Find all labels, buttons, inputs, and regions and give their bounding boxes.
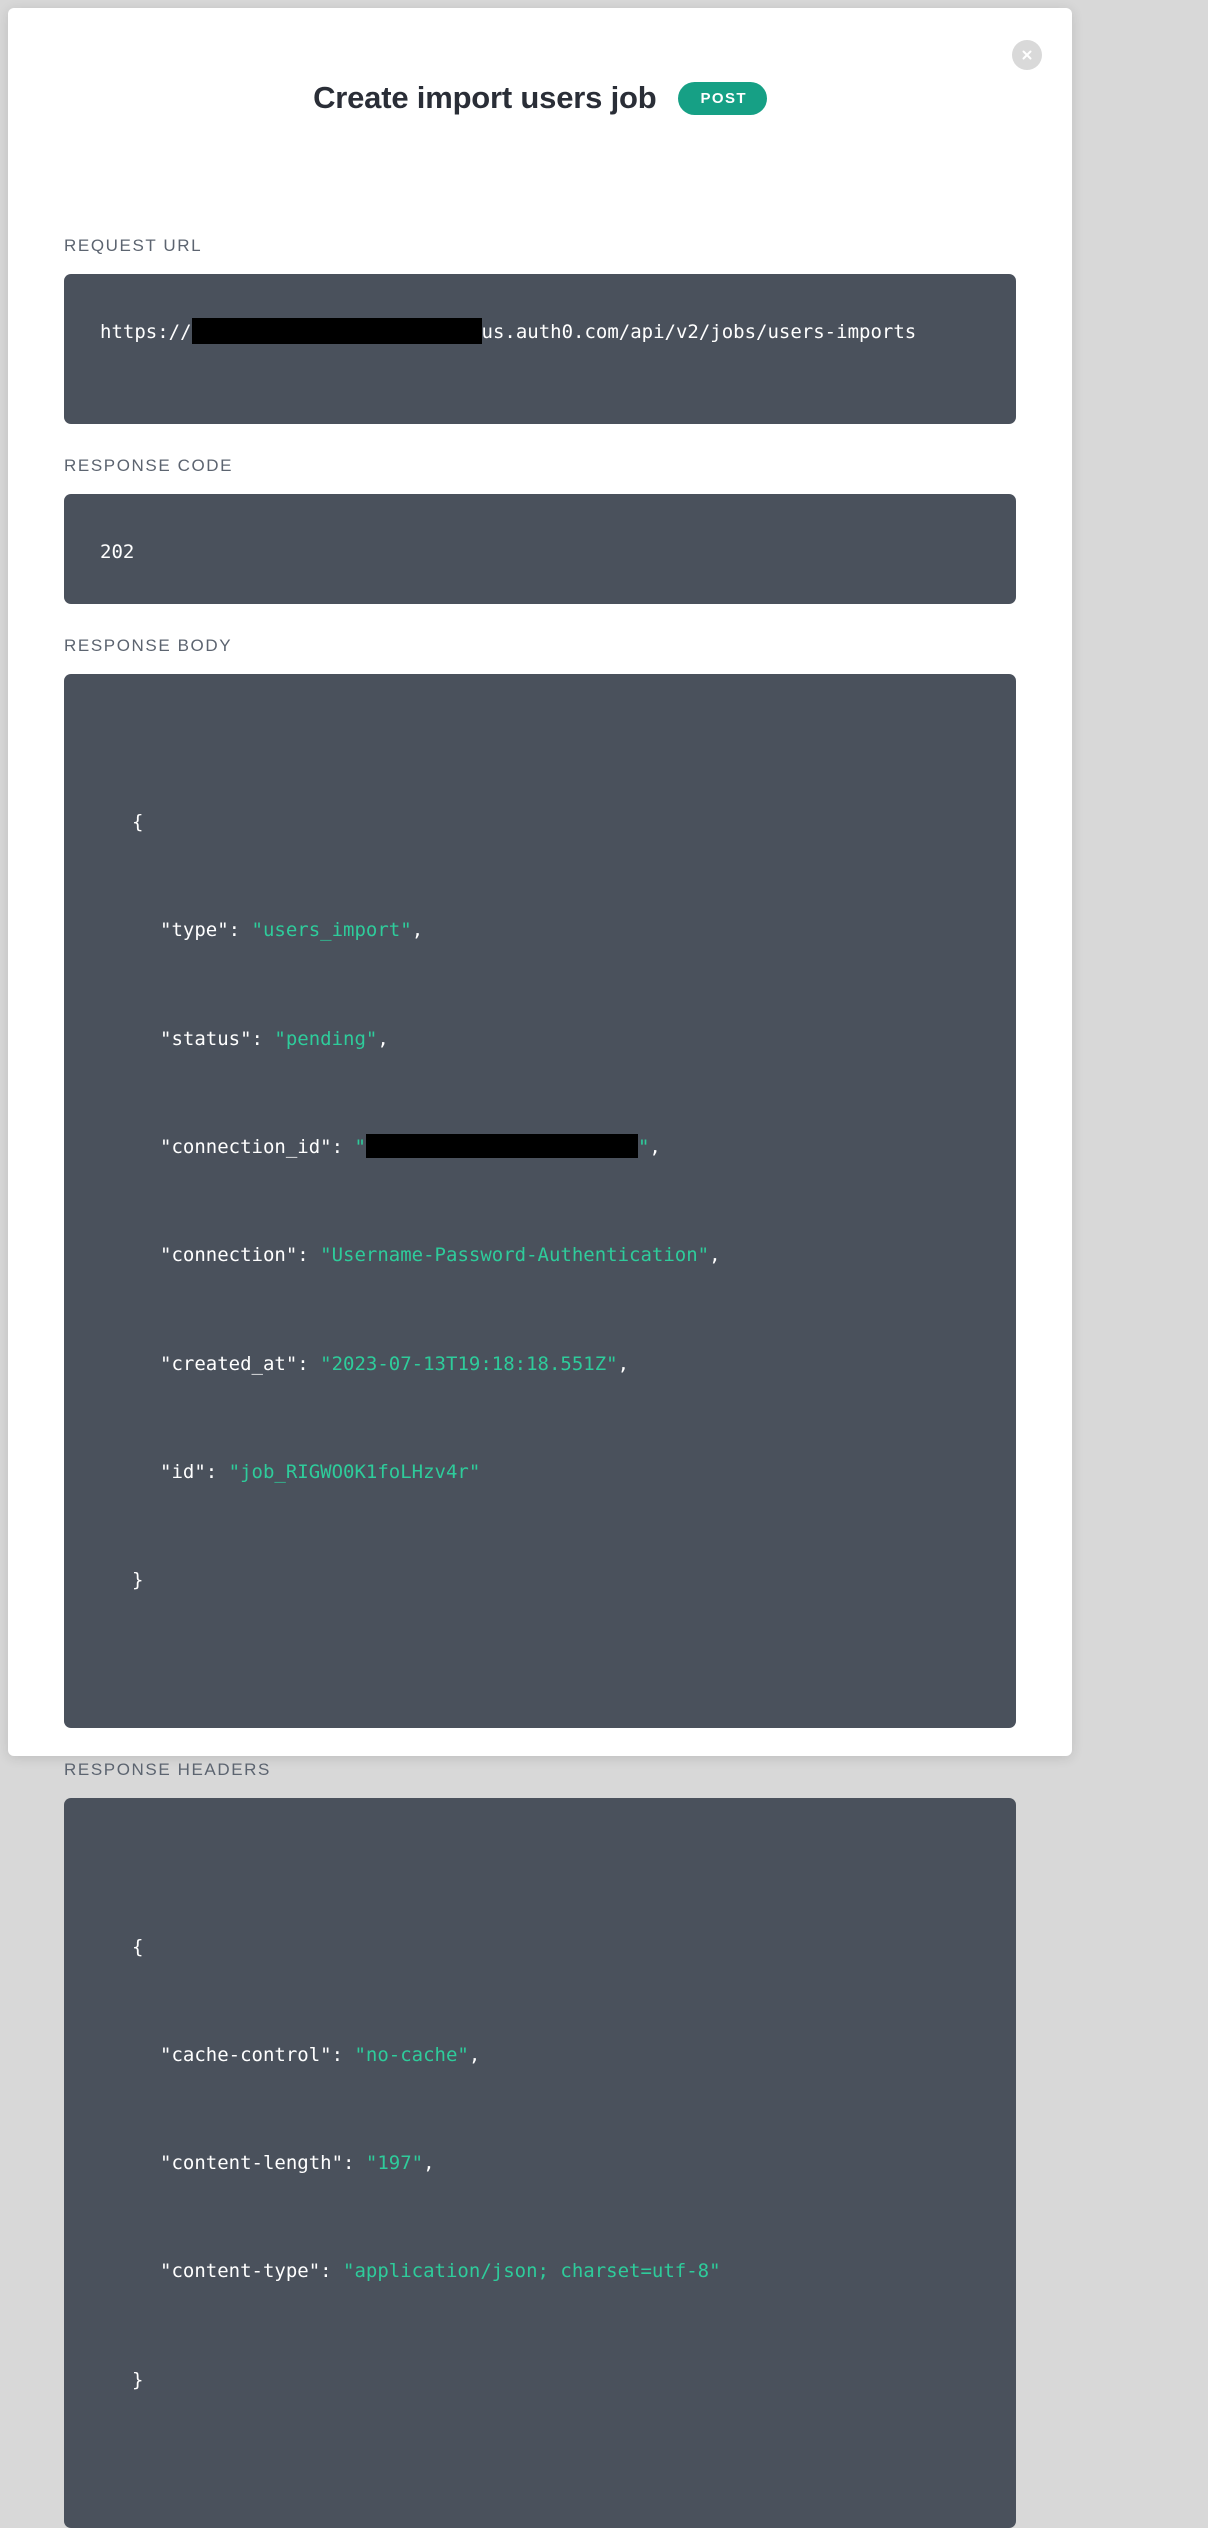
json-row [100, 1021, 980, 1057]
http-method-badge: POST [678, 82, 766, 115]
json-comma: , [411, 919, 424, 942]
brace-text: } [132, 2368, 144, 2391]
json-sep: : [251, 1027, 275, 1050]
json-value: "Username-Password-Authentication" [320, 1244, 710, 1267]
json-sep: : [343, 2152, 366, 2175]
json-key: "connection" [160, 1244, 298, 1267]
request-url-value [64, 274, 1016, 424]
json-row [100, 1129, 980, 1165]
json-close-brace [100, 2362, 980, 2398]
json-value: "job_RIGWO0K1foLHzv4r" [228, 1460, 481, 1483]
url-prefix: https:// [100, 321, 192, 343]
json-row [100, 2145, 980, 2181]
json-comma: , [377, 1027, 389, 1050]
json-value: "users_import" [251, 919, 412, 942]
json-key: "content-length" [160, 2152, 344, 2175]
response-headers-value [64, 1798, 1016, 2528]
brace-text: } [132, 1569, 144, 1592]
json-value: "197" [365, 2152, 424, 2175]
response-code-value: 202 [64, 494, 1016, 604]
page-title: Create import users job [313, 80, 657, 115]
json-open-brace [100, 804, 980, 840]
modal-content [8, 236, 1072, 2528]
json-close-brace [100, 1562, 980, 1598]
json-comma: , [709, 1244, 721, 1267]
json-key: "cache-control" [160, 2043, 332, 2066]
response-body-section [64, 636, 1016, 1728]
json-comma: , [649, 1136, 661, 1159]
request-url-label: REQUEST URL [64, 236, 203, 255]
url-suffix: us.auth0.com/api/v2/jobs/users-imports [481, 321, 917, 343]
modal-header [8, 80, 1072, 116]
json-row [100, 912, 980, 948]
json-sep: : [331, 2043, 355, 2066]
json-row [100, 2037, 980, 2073]
response-code-label: RESPONSE CODE [64, 456, 234, 475]
json-value: " [354, 1136, 366, 1159]
json-value: "no-cache" [354, 2043, 469, 2066]
json-key: "content-type" [160, 2260, 321, 2283]
json-sep: : [297, 1244, 321, 1267]
api-response-modal [8, 8, 1072, 2391]
json-comma: , [423, 2152, 435, 2175]
json-comma: , [468, 2043, 481, 2066]
json-key: "type" [160, 919, 229, 942]
brace-text: { [132, 1935, 144, 1958]
json-sep: : [205, 1460, 229, 1483]
close-icon[interactable] [1012, 40, 1042, 70]
json-key: "connection_id" [160, 1136, 332, 1159]
json-value: "pending" [274, 1027, 378, 1050]
json-row [100, 1454, 980, 1490]
json-comma: , [617, 1352, 630, 1375]
json-row [100, 2253, 980, 2289]
json-row [100, 1237, 980, 1273]
json-sep: : [320, 2260, 344, 2283]
response-headers-section [64, 1760, 1016, 2528]
response-body-label: RESPONSE BODY [64, 636, 233, 655]
redacted-connection-id [366, 1134, 638, 1158]
json-key: "status" [160, 1027, 252, 1050]
response-code-section [64, 456, 1016, 604]
json-open-brace [100, 1929, 980, 1965]
response-headers-label: RESPONSE HEADERS [64, 1760, 271, 1780]
json-sep: : [228, 919, 252, 942]
response-body-value [64, 674, 1016, 1728]
json-sep: : [331, 1136, 355, 1159]
json-key: "created_at" [160, 1352, 298, 1375]
json-row [100, 1346, 980, 1382]
json-value-end: " [637, 1136, 650, 1159]
brace-text: { [132, 811, 144, 834]
json-value: "application/json; charset=utf-8" [343, 2260, 721, 2283]
redacted-tenant [192, 318, 482, 344]
request-url-section [64, 236, 1016, 424]
json-sep: : [297, 1352, 321, 1375]
json-key: "id" [160, 1460, 206, 1483]
json-value: "2023-07-13T19:18:18.551Z" [320, 1352, 618, 1375]
